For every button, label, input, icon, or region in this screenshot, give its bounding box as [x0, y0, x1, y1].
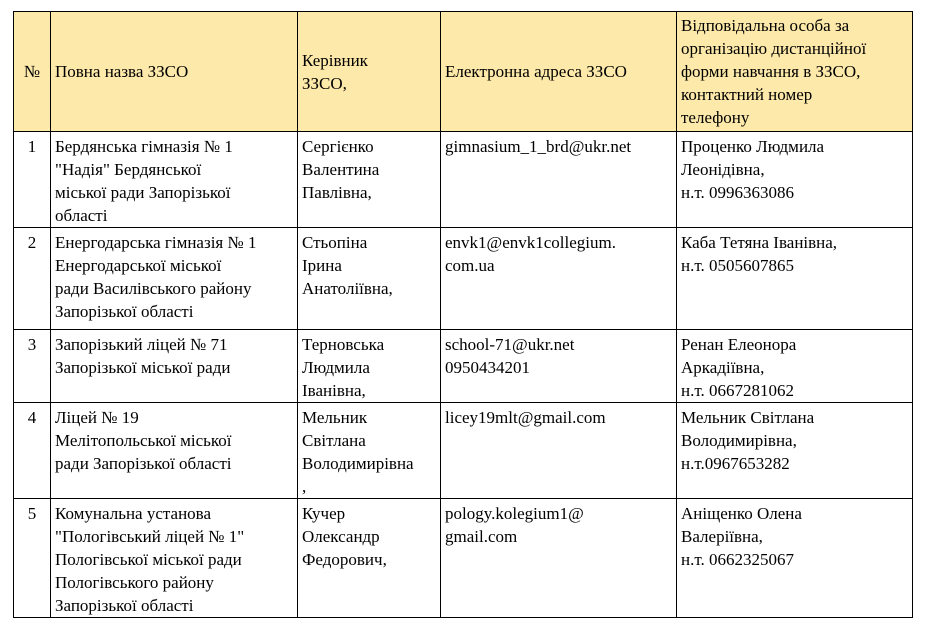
text-line: Ліцей № 19 [55, 408, 139, 427]
text-line: Комунальна установа [55, 504, 212, 523]
text-line: Мельник Світлана [681, 408, 815, 427]
text-line: н.т. 0662325067 [681, 550, 794, 569]
text-line: Павлівна, [302, 183, 372, 202]
schools-table [13, 11, 913, 618]
header-responsible-line: організацію дистанційної [681, 39, 867, 58]
text-line: Валентина [302, 160, 380, 179]
school-name [51, 228, 298, 330]
row-number: 5 [14, 499, 51, 618]
text-line: "Пологівський ліцей № 1" [55, 527, 245, 546]
header-director [298, 12, 441, 132]
school-name [51, 330, 298, 403]
text-line: Сергієнко [302, 137, 374, 156]
text-line: Федорович, [302, 550, 387, 569]
text-line: Володимирівна [302, 454, 414, 473]
text-line: Ірина [302, 256, 342, 275]
text-line: Запорізької області [55, 596, 194, 615]
school-name [51, 403, 298, 499]
text-line: Запорізької міської ради [55, 358, 231, 377]
school-email [441, 228, 677, 330]
text-line: Мельник [302, 408, 368, 427]
text-line: н.т. 0996363086 [681, 183, 794, 202]
text-line: school-71@ukr.net [445, 335, 575, 354]
text-line: ради Василівського району [55, 279, 252, 298]
text-line: н.т. 0505607865 [681, 256, 794, 275]
text-line: Володимирівна, [681, 431, 797, 450]
text-line: області [55, 206, 108, 225]
text-line: gimnasium_1_brd@ukr.net [445, 137, 632, 156]
responsible-person [677, 330, 913, 403]
text-line: Леонідівна, [681, 160, 765, 179]
text-line: Стьопіна [302, 233, 368, 252]
row-number: 3 [14, 330, 51, 403]
director-name [298, 499, 441, 618]
table-row [14, 403, 913, 499]
text-line: Кучер [302, 504, 346, 523]
school-name [51, 499, 298, 618]
header-number: № [14, 12, 51, 132]
text-line: Мелітопольської міської [55, 431, 232, 450]
responsible-person [677, 228, 913, 330]
text-line: Аніщенко Олена [681, 504, 802, 523]
header-row [14, 12, 913, 132]
row-number: 2 [14, 228, 51, 330]
header-responsible-line: телефону [681, 108, 750, 127]
table-row [14, 228, 913, 330]
text-line: Анатоліївна, [302, 279, 393, 298]
header-full-name: Повна назва ЗЗСО [51, 12, 298, 132]
header-responsible [677, 12, 913, 132]
header-responsible-line: форми навчання в ЗЗСО, [681, 62, 861, 81]
text-line: Енергодарська гімназія № 1 [55, 233, 257, 252]
text-line: com.ua [445, 256, 495, 275]
director-name [298, 228, 441, 330]
text-line: Світлана [302, 431, 366, 450]
text-line: Пологівського району [55, 573, 214, 592]
text-line: ради Запорізької області [55, 454, 232, 473]
text-line: licey19mlt@gmail.com [445, 408, 606, 427]
text-line: gmail.com [445, 527, 518, 546]
school-email [441, 132, 677, 228]
text-line: Ренан Елеонора [681, 335, 797, 354]
school-email [441, 403, 677, 499]
text-line: 0950434201 [445, 358, 530, 377]
text-line: н.т.0967653282 [681, 454, 790, 473]
row-number: 1 [14, 132, 51, 228]
director-name [298, 403, 441, 499]
text-line: Запорізький ліцей № 71 [55, 335, 228, 354]
text-line: envk1@envk1collegium. [445, 233, 616, 252]
header-director-line: ЗЗСО, [302, 73, 347, 93]
text-line: pology.kolegium1@ [445, 504, 584, 523]
text-line: Валеріївна, [681, 527, 763, 546]
responsible-person [677, 403, 913, 499]
text-line: міської ради Запорізької [55, 183, 231, 202]
row-number: 4 [14, 403, 51, 499]
school-email [441, 330, 677, 403]
header-responsible-line: контактний номер [681, 85, 813, 104]
responsible-person [677, 132, 913, 228]
text-line: н.т. 0667281062 [681, 381, 794, 400]
text-line: "Надія" Бердянської [55, 160, 202, 179]
header-email: Електронна адреса ЗЗСО [441, 12, 677, 132]
text-line: Людмила [302, 358, 370, 377]
school-name [51, 132, 298, 228]
text-line: Терновська [302, 335, 385, 354]
table-row [14, 499, 913, 618]
director-name [298, 330, 441, 403]
responsible-person [677, 499, 913, 618]
text-line: Аркадіївна, [681, 358, 765, 377]
director-name [298, 132, 441, 228]
table-row [14, 330, 913, 403]
school-email [441, 499, 677, 618]
table-row [14, 132, 913, 228]
text-line: Олександр [302, 527, 380, 546]
text-line: , [302, 477, 307, 496]
text-line: Каба Тетяна Іванівна, [681, 233, 838, 252]
text-line: Запорізької області [55, 302, 194, 321]
text-line: Енергодарської міської [55, 256, 222, 275]
text-line: Іванівна, [302, 381, 366, 400]
header-responsible-line: Відповідальна особа за [681, 16, 850, 35]
text-line: Бердянська гімназія № 1 [55, 137, 233, 156]
header-director-line: Керівник [302, 50, 368, 70]
text-line: Пологівської міської ради [55, 550, 242, 569]
text-line: Проценко Людмила [681, 137, 825, 156]
